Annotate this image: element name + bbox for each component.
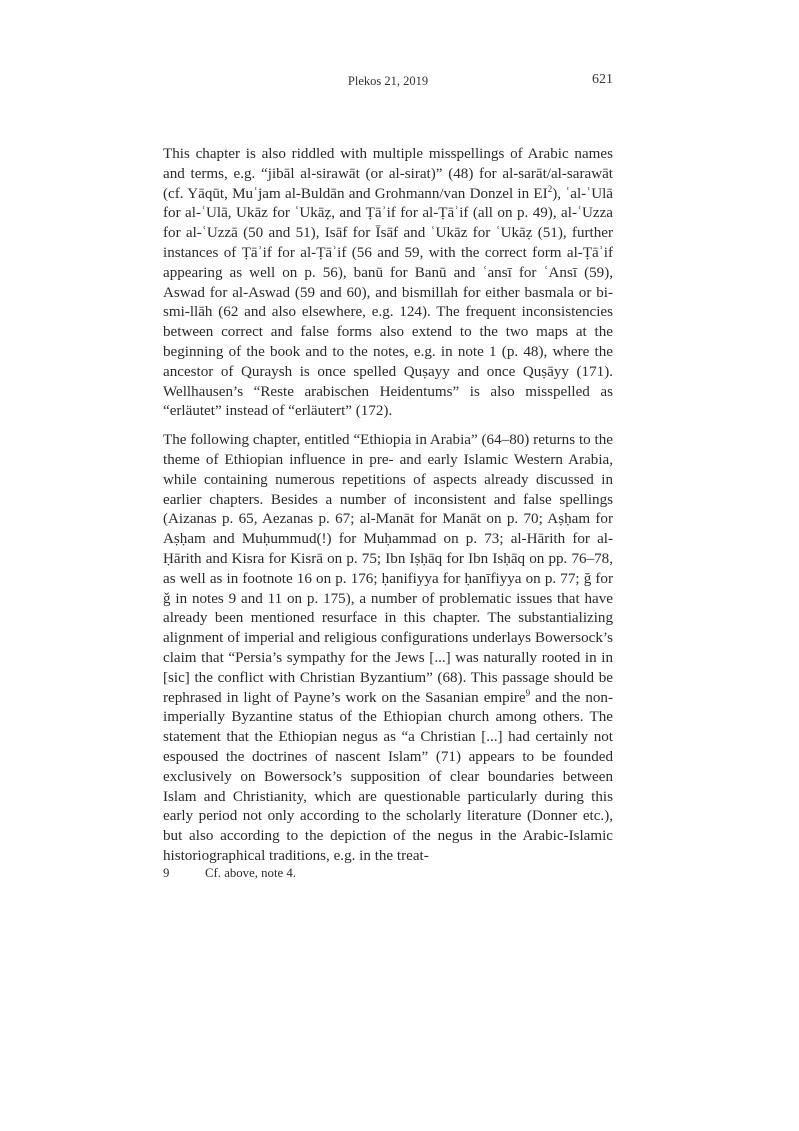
running-head: Plekos 21, 2019 [347,74,429,88]
footnote [163,865,613,882]
paragraph-text: The following chapter, entitled “Ethiopia in Arabia” (64–80) returns to the theme of Ethiopian influence in pre- and early Islamic Western Arabia, while containing numerous repetitions of aspects already discussed in earlier chapters. Besides a number of inconsistent and false spellings (Aizanas p. 65, Aezanas p. 67; al-Manāt for Manāt on p. 70; Aṣḥam for Aṣḥam and Muḥummud(!) for Muḥammad on p. 73; al-Hārith for al-Ḥārith and Kisra for Kisrā on p. 75; Ibn Iṣḥāq for Ibn Isḥāq on pp. 76–78, as well as in footnote 16 on p. 176; ḥanifiyya for ḥanīfiyya on p. 77; ğ for ǧ in notes 9 and 11 on p. 175), a number of problematic issues that have already been mentioned resurface in this chapter. The substantializing alignment of imperial and religious configurations underlays Bowersock’s claim that “Persia’s sympathy for the Jews [...] was naturally rooted in in [sic] the conflict with Christian Byzantium” (68). This passage should be rephrased in light of Payne’s work on the Sasanian empire [163,432,613,706]
page-number: 621 [592,72,613,87]
paragraph-text: and the non-imperially Byzantine status of the Ethiopian church among others. The statement that the Ethiopian negus as “a Christian [...] had certainly not espoused the doctrines of nascent Islam” (71) appears to be founded exclusively on Bowersock’s supposition of clear boundaries between Islam and Christianity, which are questionable particularly during this early period not only according to the scholarly literature (Donner etc.), but also according to the depiction of the negus in the Arabic-Islamic historiographical traditions, e.g. in the treat- [163,689,613,864]
paragraph-text: This chapter is also riddled with multiple misspellings of Arabic names and terms, e.g. “jibāl al-sirawāt (or al-sirat)” (48) for al-sarāt/al-sarawāt (cf. Yāqūt, Muʿjam al-Buldān and Grohmann/van Donzel in EI [163,146,613,202]
footnotes [163,865,613,882]
footnote-reference[interactable]: 9 [525,687,531,698]
paragraph-ethiopia-in-arabia [163,431,613,867]
footnote-number: 9 [163,866,170,880]
footnote-text: Cf. above, note 4. [205,866,296,880]
body-text [163,145,613,876]
page-header [163,74,613,92]
paragraph-text: ), ʿal-ʿUlā for al-ʿUlā, Ukāz for ʿUkāẓ, and Ṭāʾif for al-Ṭāʾif (all on p. 49), al-ʿUzza for al-ʿUzzā (50 and 51), Isāf for Īsāf and ʿUkāz for ʿUkāẓ (51), further instances of Ṭāʾif for al-Ṭāʾif (56 and 59, with the correct form al-Ṭāʾif appearing as well on p. 56), banū for Banū and ʿansī for ʿAnsī (59), Aswad for al-Aswad (59 and 60), and bismillah for either basmala or bi-smi-llāh (62 and also elsewhere, e.g. 124). The frequent inconsistencies between correct and false forms also extend to the two maps at the beginning of the book and to the notes, e.g. in note 1 (p. 48), where the ancestor of Quraysh is once spelled Quṣayy and once Quṣāyy (171). Wellhausen’s “Reste arabischen Heidentums” is also misspelled as “erläutet” instead of “erläutert” (172). [163,185,614,420]
paragraph-misspellings [163,145,613,422]
superscript-edition: 2 [547,183,553,194]
